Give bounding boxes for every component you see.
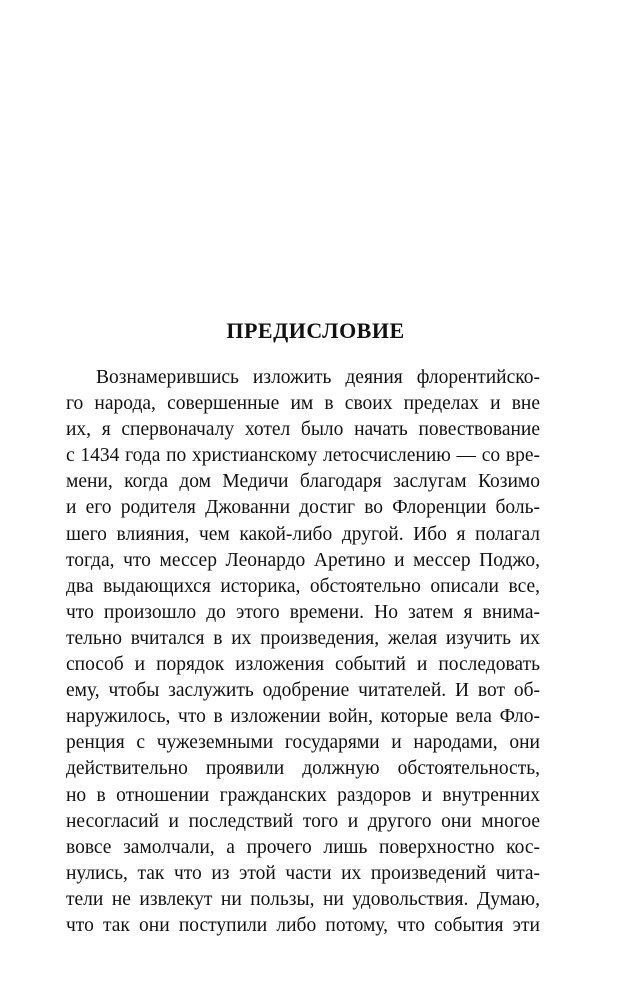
text-line: что произошло до этого времени. Но затем я внима- bbox=[66, 601, 540, 623]
text-line: шего влияния, чем какой-либо другой. Ибо я полагал bbox=[66, 523, 540, 545]
text-line: тели не извлекут ни пользы, ни удовольствия. Думаю, bbox=[66, 888, 540, 910]
chapter-heading: ПРЕДИСЛОВИЕ bbox=[226, 318, 405, 343]
body-paragraph bbox=[66, 365, 540, 939]
text-line: Вознамерившись изложить деяния флорентийско- bbox=[96, 367, 540, 388]
text-line: ренция с чужеземными государями и народами, они bbox=[66, 732, 540, 754]
text-line: тогда, что мессер Леонардо Аретино и мессер Поджо, bbox=[66, 549, 540, 571]
text-line: но в отношении гражданских раздоров и внутренних bbox=[66, 784, 540, 806]
text-line: способ и порядок изложения событий и последовать bbox=[66, 654, 540, 676]
text-line: мени, когда дом Медичи благодаря заслугам Козимо bbox=[66, 471, 540, 493]
text-line: несогласий и последствий того и другого они многое bbox=[66, 810, 540, 832]
text-line: и его родителя Джованни достиг во Флоренции боль- bbox=[66, 497, 540, 519]
text-line: вовсе замолчали, а прочего лишь поверхностно кос- bbox=[66, 836, 540, 858]
text-line: ему, чтобы заслужить одобрение читателей. И вот об- bbox=[66, 680, 540, 702]
text-line: тельно вчитался в их произведения, желая изучить их bbox=[66, 627, 540, 649]
text-line: два выдающихся историка, обстоятельно описали все, bbox=[66, 575, 540, 597]
text-line: действительно проявили должную обстоятельность, bbox=[66, 758, 540, 780]
text-line: наружилось, что в изложении войн, которые вела Фло- bbox=[66, 706, 540, 728]
text-line: нулись, так что из этой части их произведений чита- bbox=[66, 862, 540, 884]
text-line: их, я спервоначалу хотел было начать повествование bbox=[66, 419, 540, 441]
text-line: го народа, совершенные им в своих пределах и вне bbox=[66, 393, 540, 415]
text-line: что так они поступили либо потому, что события эти bbox=[66, 914, 540, 936]
text-line: с 1434 года по христианскому летосчислению — со вре- bbox=[66, 445, 540, 467]
